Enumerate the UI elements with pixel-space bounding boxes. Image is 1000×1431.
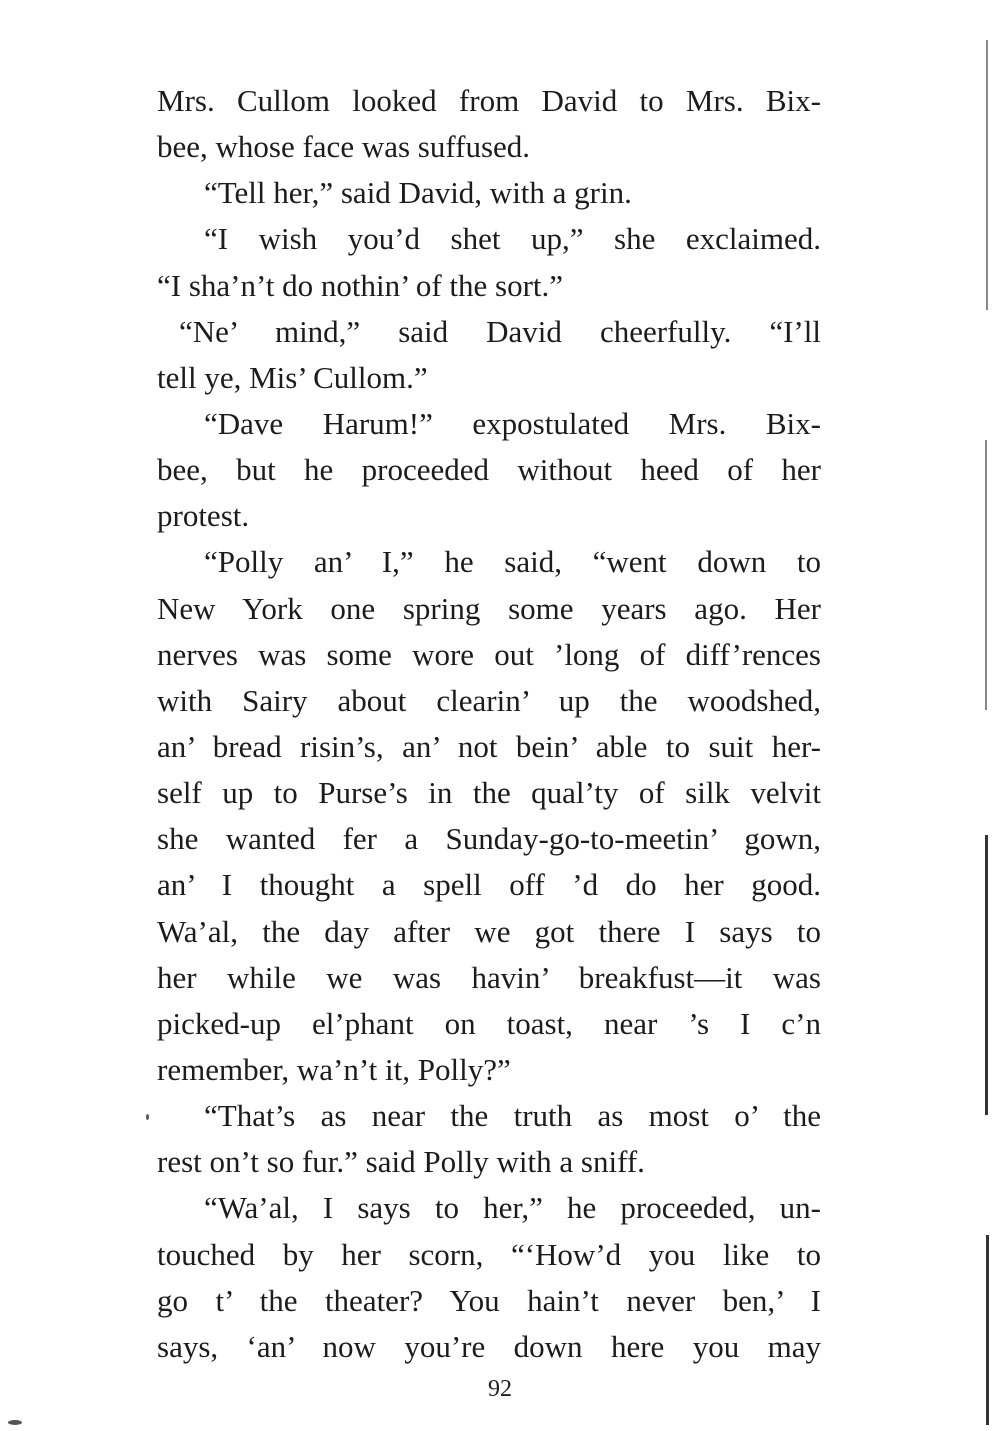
text-line: New York one spring some years ago. Her	[157, 590, 821, 626]
page-number: 92	[488, 1376, 512, 1402]
text-line: Mrs. Cullom looked from David to Mrs. Bix-	[157, 83, 821, 118]
text-line: “I wish you’d shet up,” she exclaimed.	[204, 221, 821, 257]
text-line: “That’s as near the truth as most o’ the	[204, 1098, 821, 1134]
text-line: an’ bread risin’s, an’ not bein’ able to suit her-	[157, 728, 821, 764]
text-line: “I sha’n’t do nothin’ of the sort.”	[157, 267, 564, 303]
text-line: “Tell her,” said David, with a grin.	[204, 175, 632, 211]
text-line: tell ye, Mis’ Cullom.”	[157, 359, 428, 395]
scan-edge-mark	[986, 1235, 989, 1425]
scan-speck	[146, 1114, 149, 1120]
text-line: she wanted fer a Sunday-go-to-meetin’ gown,	[157, 821, 821, 857]
text-line: with Sairy about clearin’ up the woodshed,	[157, 682, 821, 718]
text-line: picked-up el’phant on toast, near ’s I c’n	[157, 1005, 821, 1041]
text-line: touched by her scorn, “‘How’d you like to	[157, 1236, 821, 1272]
text-line: remember, wa’n’t it, Polly?”	[157, 1051, 511, 1087]
text-line: bee, but he proceeded without heed of her	[157, 452, 821, 488]
body-text	[157, 78, 821, 1370]
text-line: “Ne’ mind,” said David cheerfully. “I’ll	[179, 313, 821, 349]
scan-edge-mark	[985, 835, 988, 1115]
text-line: an’ I thought a spell off ’d do her good.	[157, 867, 821, 903]
text-line: self up to Purse’s in the qual’ty of silk velvit	[157, 775, 821, 811]
text-line: “Dave Harum!” expostulated Mrs. Bix-	[204, 405, 821, 441]
text-line: “Polly an’ I,” he said, “went down to	[204, 544, 821, 580]
scan-speck	[8, 1420, 22, 1425]
text-line: Wa’al, the day after we got there I says to	[157, 913, 821, 949]
text-line: bee, whose face was suffused.	[157, 129, 531, 165]
scan-edge-mark	[986, 40, 988, 310]
text-line: her while we was havin’ breakfust—it was	[157, 959, 821, 995]
text-line: nerves was some wore out ’long of diff’rences	[157, 636, 821, 672]
text-line: protest.	[157, 498, 250, 534]
text-line: says, ‘an’ now you’re down here you may	[157, 1328, 821, 1364]
text-line: go t’ the theater? You hain’t never ben,’ I	[157, 1282, 821, 1318]
scan-edge-mark	[985, 440, 987, 710]
text-line: rest on’t so fur.” said Polly with a sniff.	[157, 1144, 645, 1180]
text-line: “Wa’al, I says to her,” he proceeded, un-	[204, 1190, 821, 1226]
